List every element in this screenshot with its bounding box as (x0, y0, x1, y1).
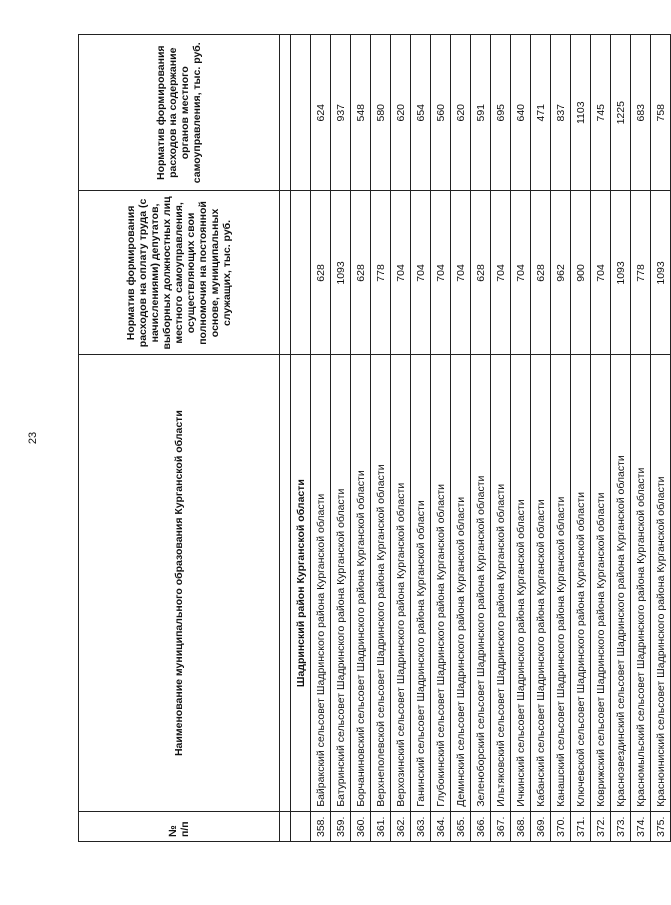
municipality-name: Деминский сельсовет Шадринского района Курганской области (451, 355, 471, 811)
table-row (311, 35, 331, 842)
municipality-name: Ганинский сельсовет Шадринского района Курганской области (411, 355, 431, 811)
row-number: 366. (471, 811, 491, 841)
row-number: 358. (311, 811, 331, 841)
municipality-name: Коврижский сельсовет Шадринского района Курганской области (591, 355, 611, 811)
municipality-name: Кабанский сельсовет Шадринского района Курганской области (531, 355, 551, 811)
spacer-cell (280, 35, 291, 191)
district-num-cell (291, 811, 311, 841)
pay-norm-value: 900 (571, 191, 591, 355)
pay-norm-value: 628 (471, 191, 491, 355)
pay-norm-value: 704 (491, 191, 511, 355)
expense-norm-value: 620 (451, 35, 471, 191)
spacer-cell (280, 355, 291, 811)
table-row (591, 35, 611, 842)
pay-norm-value: 704 (591, 191, 611, 355)
pay-norm-value: 962 (551, 191, 571, 355)
table-row (371, 35, 391, 842)
table-row (351, 35, 371, 842)
expense-norm-value: 695 (491, 35, 511, 191)
page-number: 23 (27, 431, 39, 445)
municipality-name: Ильтяковский сельсовет Шадринского района Курганской области (491, 355, 511, 811)
table-row (511, 35, 531, 842)
municipality-name: Борчаниновский сельсовет Шадринского района Курганской области (351, 355, 371, 811)
expense-norm-value: 640 (511, 35, 531, 191)
table-row (611, 35, 631, 842)
municipality-name: Верхнеполевской сельсовет Шадринского района Курганской области (371, 355, 391, 811)
row-number: 373. (611, 811, 631, 841)
table-row (631, 35, 651, 842)
row-number: 371. (571, 811, 591, 841)
row-number: 364. (431, 811, 451, 841)
table-row (411, 35, 431, 842)
district-exp-cell (291, 35, 311, 191)
municipality-name: Красномыльский сельсовет Шадринского района Курганской области (631, 355, 651, 811)
expense-norm-value: 1225 (611, 35, 631, 191)
table-row (471, 35, 491, 842)
pay-norm-value: 778 (631, 191, 651, 355)
municipality-name: Красноиниский сельсовет Шадринского района Курганской области (651, 355, 671, 811)
header-row (79, 35, 280, 842)
expense-norm-value: 654 (411, 35, 431, 191)
municipality-name: Батуринский сельсовет Шадринского района Курганской области (331, 355, 351, 811)
table-row (451, 35, 471, 842)
expense-norm-value: 624 (311, 35, 331, 191)
table-row (431, 35, 451, 842)
expense-norm-value: 580 (371, 35, 391, 191)
table-row (391, 35, 411, 842)
pay-norm-value: 704 (451, 191, 471, 355)
row-number: 369. (531, 811, 551, 841)
table-row (571, 35, 591, 842)
table-row (551, 35, 571, 842)
district-pay-cell (291, 191, 311, 355)
municipality-name: Ичкинский сельсовет Шадринского района Курганской области (511, 355, 531, 811)
expense-norm-value: 837 (551, 35, 571, 191)
spacer-cell (280, 191, 291, 355)
table-row (331, 35, 351, 842)
table-row (491, 35, 511, 842)
table-row (651, 35, 671, 842)
row-number: 368. (511, 811, 531, 841)
expense-norm-value: 683 (631, 35, 651, 191)
row-number: 372. (591, 811, 611, 841)
norms-table (78, 34, 671, 842)
pay-norm-value: 704 (411, 191, 431, 355)
header-pay-norm: Норматив формирования расходов на оплату труда (с начислениями) депутатов, выборных должностных лиц местного самоуправления, осуществляющих свои полномочия на постоянной основе, муниципальных служащих, тыс. руб. (79, 191, 280, 355)
header-expense-norm: Норматив формирования расходов на содержание органов местного самоуправления, тыс. руб. (79, 35, 280, 191)
spacer-row (280, 35, 291, 842)
pay-norm-value: 1093 (651, 191, 671, 355)
municipality-name: Глубокинский сельсовет Шадринского района Курганской области (431, 355, 451, 811)
expense-norm-value: 1103 (571, 35, 591, 191)
row-number: 362. (391, 811, 411, 841)
municipality-name: Верхозинский сельсовет Шадринского района Курганской области (391, 355, 411, 811)
expense-norm-value: 937 (331, 35, 351, 191)
header-num: № п/п (79, 811, 280, 841)
expense-norm-value: 560 (431, 35, 451, 191)
pay-norm-value: 1093 (611, 191, 631, 355)
pay-norm-value: 1093 (331, 191, 351, 355)
row-number: 365. (451, 811, 471, 841)
municipality-name: Зеленоборский сельсовет Шадринского района Курганской области (471, 355, 491, 811)
expense-norm-value: 745 (591, 35, 611, 191)
rotated-table-container (78, 34, 667, 842)
row-number: 374. (631, 811, 651, 841)
header-name: Наименование муниципального образования Курганской области (79, 355, 280, 811)
municipality-name: Ключевской сельсовет Шадринского района Курганской области (571, 355, 591, 811)
row-number: 363. (411, 811, 431, 841)
spacer-cell (280, 811, 291, 841)
row-number: 361. (371, 811, 391, 841)
pay-norm-value: 704 (511, 191, 531, 355)
row-number: 367. (491, 811, 511, 841)
row-number: 370. (551, 811, 571, 841)
municipality-name: Красноэвездинский сельсовет Шадринского района Курганской области (611, 355, 631, 811)
expense-norm-value: 471 (531, 35, 551, 191)
district-name: Шадринский район Курганской области (291, 355, 311, 811)
row-number: 360. (351, 811, 371, 841)
pay-norm-value: 628 (531, 191, 551, 355)
district-row (291, 35, 311, 842)
expense-norm-value: 758 (651, 35, 671, 191)
municipality-name: Байракский сельсовет Шадринского района Курганской области (311, 355, 331, 811)
pay-norm-value: 778 (371, 191, 391, 355)
pay-norm-value: 628 (311, 191, 331, 355)
table-row (531, 35, 551, 842)
pay-norm-value: 628 (351, 191, 371, 355)
expense-norm-value: 591 (471, 35, 491, 191)
municipality-name: Канашский сельсовет Шадринского района Курганской области (551, 355, 571, 811)
row-number: 375. (651, 811, 671, 841)
expense-norm-value: 620 (391, 35, 411, 191)
pay-norm-value: 704 (431, 191, 451, 355)
pay-norm-value: 704 (391, 191, 411, 355)
expense-norm-value: 548 (351, 35, 371, 191)
row-number: 359. (331, 811, 351, 841)
